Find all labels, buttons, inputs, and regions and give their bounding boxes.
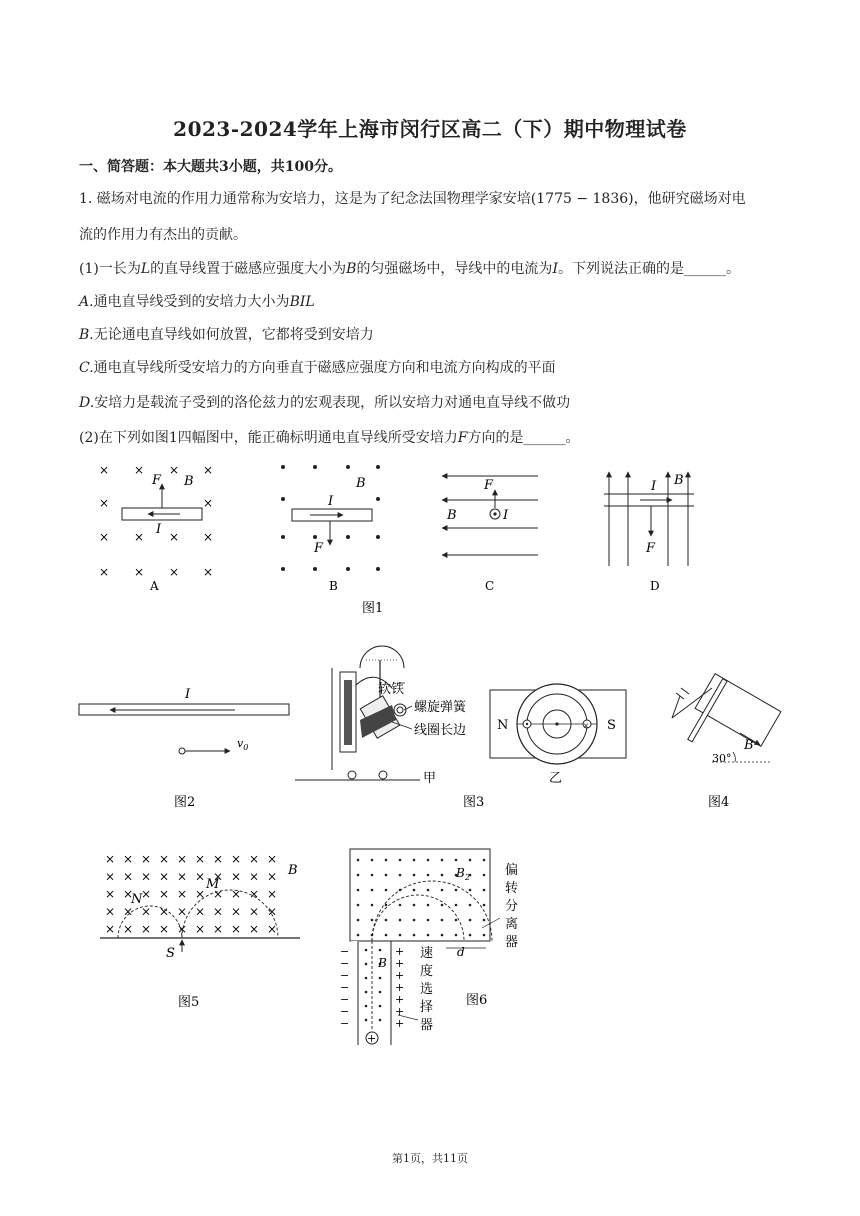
fig1-c-label: C — [485, 579, 495, 593]
field-dot — [399, 859, 402, 862]
field-cross: × — [249, 869, 260, 884]
field-dot — [357, 874, 360, 877]
field-dot — [413, 934, 416, 937]
page-footer: 第1页，共11页 — [392, 1152, 468, 1165]
fig2-I: I — [185, 687, 191, 702]
field-cross: × — [267, 922, 278, 936]
part1-text-a: (1)一长为 — [79, 261, 141, 277]
positive-plate-sign: + — [395, 969, 405, 982]
field-cross: × — [231, 904, 242, 919]
field-dot — [313, 535, 317, 539]
field-dot — [365, 1019, 368, 1022]
field-cross: × — [231, 852, 242, 866]
field-dot — [413, 859, 416, 862]
fig1-c-B: B — [447, 508, 457, 523]
fig1-panel-a — [99, 463, 213, 593]
field-dot — [399, 919, 402, 922]
figure-3 — [295, 646, 626, 810]
field-dot — [357, 859, 360, 862]
figures-5-6 — [0, 840, 860, 1050]
field-dot — [376, 567, 380, 571]
field-cross: × — [123, 922, 134, 936]
field-cross: × — [231, 887, 242, 901]
field-cross: × — [159, 852, 170, 866]
field-cross: × — [141, 887, 152, 901]
field-dot — [346, 535, 350, 539]
field-dot — [371, 919, 374, 922]
fig4-angle: 30° — [712, 752, 732, 765]
field-cross: × — [169, 565, 180, 579]
fig6-d: d — [457, 945, 465, 959]
field-cross: × — [249, 904, 260, 919]
field-dot — [281, 567, 285, 571]
field-cross: × — [99, 565, 110, 579]
field-dot — [441, 889, 444, 892]
field-cross: × — [159, 887, 170, 901]
fig1-b-label: B — [329, 579, 338, 593]
field-dot — [483, 904, 486, 907]
field-cross: × — [105, 869, 116, 884]
fig1-panel-b — [281, 465, 380, 593]
option-a-label: A. — [79, 294, 94, 310]
separator-char: 分 — [505, 899, 519, 914]
field-dot — [365, 1005, 368, 1008]
fig1-a-label: A — [150, 579, 159, 593]
q1-part1 — [79, 259, 740, 279]
negative-plate-sign: − — [340, 945, 350, 958]
field-cross: × — [99, 496, 110, 510]
field-cross: × — [249, 852, 260, 866]
field-cross: × — [159, 869, 170, 884]
fig5-M: M — [206, 877, 220, 892]
field-cross: × — [134, 565, 145, 579]
field-dot — [455, 934, 458, 937]
separator-char: 转 — [505, 881, 519, 896]
field-dot — [483, 919, 486, 922]
field-dot — [413, 889, 416, 892]
negative-plate-sign: − — [340, 993, 350, 1006]
selector-char: 度 — [420, 964, 434, 979]
part1-text-b: 的直导线置于磁感应强度大小为 — [150, 261, 347, 277]
fig3-yi: 乙 — [549, 771, 563, 786]
field-dot — [346, 465, 350, 469]
field-dot — [313, 465, 317, 469]
fig6-charge-plus: + — [367, 1032, 377, 1045]
selector-char: 选 — [420, 982, 434, 997]
page-title: 2023-2024学年上海市闵行区高二（下）期中物理试卷 — [173, 117, 687, 141]
symbol-L: L — [140, 261, 151, 277]
negative-plate-sign: − — [340, 969, 350, 982]
negative-plate-sign: − — [340, 1017, 350, 1030]
option-a-text: 通电直导线受到的安培力大小为 — [93, 294, 290, 310]
fig1-a-B: B — [184, 474, 194, 489]
field-cross: × — [203, 530, 214, 544]
fig4-B: B — [744, 738, 754, 753]
option-a-formula: BIL — [289, 294, 315, 310]
field-dot — [385, 874, 388, 877]
fig3-N: N — [497, 718, 509, 733]
field-cross: × — [203, 565, 214, 579]
field-dot — [427, 919, 430, 922]
field-cross: × — [177, 904, 188, 919]
field-dot — [281, 535, 285, 539]
part1-text-c: 的匀强磁场中，导线中的电流为 — [356, 261, 553, 277]
fig6-minus-signs — [340, 945, 349, 1030]
field-dot — [376, 465, 380, 469]
positive-plate-sign: + — [395, 993, 405, 1006]
field-cross: × — [267, 904, 278, 919]
fig3-jia: 甲 — [423, 771, 437, 786]
field-dot — [385, 904, 388, 907]
field-dot — [441, 919, 444, 922]
field-dot — [371, 859, 374, 862]
field-dot — [469, 859, 472, 862]
field-dot — [371, 874, 374, 877]
field-dot — [385, 859, 388, 862]
field-cross: × — [99, 530, 110, 544]
symbol-F: F — [457, 430, 468, 446]
field-cross: × — [105, 887, 116, 901]
fig2-v0 — [237, 737, 248, 752]
field-dot — [399, 874, 402, 877]
fig3-coil: 线圈长边 — [414, 723, 467, 738]
fig1-c-I: I — [503, 508, 509, 523]
figure-4 — [672, 674, 781, 810]
field-cross: × — [159, 904, 170, 919]
field-dot — [483, 889, 486, 892]
figure-5 — [100, 852, 300, 1010]
field-dot — [469, 934, 472, 937]
field-cross: × — [134, 463, 145, 477]
field-dot — [379, 1005, 382, 1008]
field-dot — [469, 904, 472, 907]
field-dot — [371, 889, 374, 892]
option-c-label: C. — [79, 360, 94, 376]
option-b — [79, 325, 374, 345]
field-cross: × — [231, 922, 242, 936]
figure-2 — [79, 687, 289, 810]
fig1-b-I: I — [328, 494, 334, 509]
field-cross: × — [203, 496, 214, 510]
fig1-d-F: F — [646, 541, 656, 556]
field-dot — [469, 889, 472, 892]
field-cross: × — [267, 887, 278, 901]
selector-char: 速 — [420, 946, 434, 961]
field-dot — [379, 1019, 382, 1022]
field-dot — [441, 859, 444, 862]
field-cross: × — [141, 904, 152, 919]
field-dot — [281, 465, 285, 469]
part2-text-a: (2)在下列如图1四幅图中，能正确标明通电直导线所受安培力 — [79, 430, 458, 446]
field-dot — [365, 977, 368, 980]
fig2-caption: 图2 — [174, 795, 196, 810]
fig6-B1: B — [378, 956, 387, 970]
field-cross: × — [267, 852, 278, 866]
field-cross: × — [195, 887, 206, 901]
field-cross: × — [177, 852, 188, 866]
field-dot — [455, 904, 458, 907]
selector-char: 择 — [420, 1000, 434, 1015]
field-cross: × — [267, 869, 278, 884]
symbol-I: I — [552, 261, 558, 277]
option-b-text: 无论通电直导线如何放置，它都将受到安培力 — [93, 327, 374, 343]
field-cross: × — [213, 904, 224, 919]
field-cross: × — [141, 852, 152, 866]
fig1-d-label: D — [650, 579, 660, 593]
positive-plate-sign: + — [395, 981, 405, 994]
separator-char: 偏 — [505, 863, 519, 878]
option-a — [79, 292, 315, 312]
field-cross: × — [105, 852, 116, 866]
field-cross: × — [249, 887, 260, 901]
figure-6 — [340, 849, 518, 1045]
field-dot — [427, 904, 430, 907]
fig3-cross: × — [583, 722, 589, 730]
fig5-N: N — [131, 892, 143, 907]
field-dot — [281, 497, 285, 501]
field-dot — [313, 567, 317, 571]
field-dot — [427, 889, 430, 892]
field-dot — [399, 904, 402, 907]
field-cross: × — [213, 869, 224, 884]
option-d — [79, 393, 570, 413]
fig1-panel-c — [442, 476, 538, 593]
fig2-v: v — [237, 737, 244, 750]
field-cross: × — [231, 869, 242, 884]
field-dot — [483, 934, 486, 937]
positive-plate-sign: + — [395, 1005, 405, 1018]
field-dot — [385, 889, 388, 892]
field-cross: × — [249, 922, 260, 936]
field-cross: × — [159, 922, 170, 936]
figures-2-3-4 — [0, 630, 860, 815]
field-dot — [441, 934, 444, 937]
field-dot — [365, 949, 368, 952]
fig2-v-sub: 0 — [243, 743, 249, 752]
fig1-a-F: F — [152, 473, 162, 488]
field-dot — [376, 535, 380, 539]
field-dot — [427, 859, 430, 862]
field-cross: × — [195, 852, 206, 866]
part1-text-d: 。下列说法正确的是______。 — [557, 261, 740, 277]
field-cross: × — [99, 463, 110, 477]
field-cross: × — [123, 887, 134, 901]
field-cross: × — [195, 904, 206, 919]
field-cross: × — [169, 463, 180, 477]
separator-char: 离 — [505, 917, 519, 932]
q1-intro-line1: 1. 磁场对电流的作用力通常称为安培力，这是为了纪念法国物理学家安培(1775 − 1836)，他研究磁场对电 — [79, 191, 746, 207]
field-dot — [413, 919, 416, 922]
fig1-c-F: F — [484, 478, 494, 493]
field-dot — [379, 991, 382, 994]
positive-plate-sign: + — [395, 957, 405, 970]
figure-1 — [0, 450, 860, 625]
symbol-B: B — [346, 261, 357, 277]
field-dot — [357, 934, 360, 937]
field-cross: × — [123, 869, 134, 884]
field-dot — [427, 874, 430, 877]
fig6-plus-signs — [395, 945, 404, 1030]
field-cross: × — [134, 530, 145, 544]
field-cross: × — [123, 904, 134, 919]
field-cross: × — [203, 463, 214, 477]
fig5-caption: 图5 — [178, 995, 200, 1010]
field-dot — [371, 904, 374, 907]
option-c — [79, 358, 556, 378]
field-dot — [357, 904, 360, 907]
selector-char: 器 — [420, 1018, 434, 1033]
separator-char: 器 — [505, 935, 519, 950]
field-cross: × — [213, 852, 224, 866]
q1-intro-line2: 流的作用力有杰出的贡献。 — [79, 227, 247, 243]
field-dot — [365, 991, 368, 994]
positive-plate-sign: + — [395, 945, 405, 958]
option-b-label: B. — [79, 327, 94, 343]
field-dot — [413, 904, 416, 907]
field-cross: × — [213, 887, 224, 901]
field-cross: × — [141, 869, 152, 884]
field-cross: × — [213, 922, 224, 936]
fig6-caption: 图6 — [466, 993, 488, 1008]
field-dot — [385, 919, 388, 922]
fig1-b-B: B — [356, 476, 366, 491]
field-cross: × — [177, 887, 188, 901]
field-cross: × — [105, 904, 116, 919]
field-dot — [469, 919, 472, 922]
option-c-text: 通电直导线所受安培力的方向垂直于磁感应强度方向和电流方向构成的平面 — [93, 360, 556, 376]
fig1-caption: 图1 — [362, 601, 384, 616]
fig3-soft-iron: 软铁 — [378, 682, 405, 697]
field-dot — [441, 904, 444, 907]
field-dot — [365, 963, 368, 966]
positive-plate-sign: + — [395, 1017, 405, 1030]
field-dot — [379, 949, 382, 952]
fig4-caption: 图4 — [708, 795, 730, 810]
field-dot — [483, 859, 486, 862]
negative-plate-sign: − — [340, 1005, 350, 1018]
fig1-d-I: I — [651, 479, 657, 494]
q1-part2 — [79, 428, 579, 448]
negative-plate-sign: − — [340, 957, 350, 970]
option-d-label: D. — [79, 395, 95, 411]
field-dot — [379, 977, 382, 980]
fig3-S: S — [607, 718, 616, 733]
negative-plate-sign: − — [340, 981, 350, 994]
field-cross: × — [177, 922, 188, 936]
fig1-panel-d — [604, 472, 694, 593]
field-cross: × — [177, 869, 188, 884]
fig5-B: B — [288, 863, 298, 878]
field-dot — [385, 934, 388, 937]
fig6-B2-sym: B — [456, 866, 465, 880]
field-dot — [455, 859, 458, 862]
fig1-d-B: B — [674, 473, 684, 488]
field-cross: × — [123, 852, 134, 866]
fig1-a-I: I — [156, 522, 162, 537]
fig6-B2-sub: 2 — [464, 873, 470, 882]
field-cross: × — [169, 530, 180, 544]
fig3-caption: 图3 — [463, 795, 485, 810]
field-dot — [376, 497, 380, 501]
option-d-text: 安培力是载流子受到的洛伦兹力的宏观表现，所以安培力对通电直导线不做功 — [94, 395, 571, 411]
field-cross: × — [195, 869, 206, 884]
field-dot — [357, 919, 360, 922]
field-dot — [413, 874, 416, 877]
field-dot — [483, 874, 486, 877]
field-dot — [455, 889, 458, 892]
field-dot — [455, 919, 458, 922]
fig5-S: S — [166, 946, 175, 961]
field-cross: × — [141, 922, 152, 936]
field-dot — [346, 567, 350, 571]
field-cross: × — [105, 922, 116, 936]
fig6-selector-label — [420, 945, 433, 1033]
fig3-spring: 螺旋弹簧 — [414, 700, 467, 715]
field-dot — [427, 934, 430, 937]
field-dot — [357, 889, 360, 892]
part2-text-b: 方向的是______。 — [467, 430, 580, 446]
fig6-separator-label — [505, 862, 518, 950]
field-cross: × — [195, 922, 206, 936]
field-dot — [399, 934, 402, 937]
field-dot — [441, 874, 444, 877]
fig1-b-F: F — [314, 541, 324, 556]
section-heading: 一、简答题：本大题共3小题，共100分。 — [79, 159, 342, 175]
